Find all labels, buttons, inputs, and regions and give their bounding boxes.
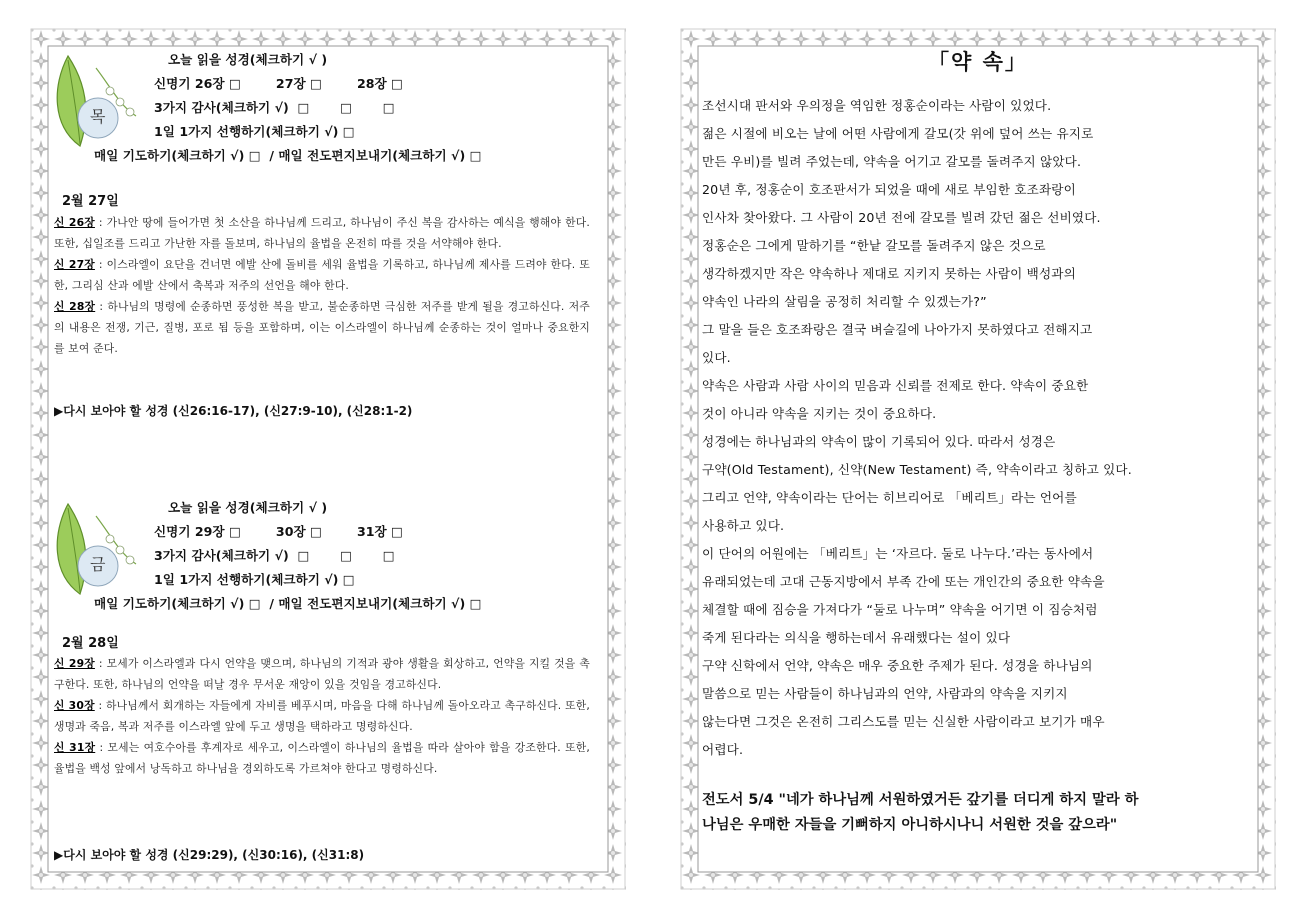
story-line: 인사차 찾아왔다. 그 사람이 20년 전에 갈모를 빌려 갔던 젊은 선비였다. bbox=[702, 210, 1101, 225]
story-line: 성경에는 하나님과의 약속이 많이 기록되어 있다. 따라서 성경은 bbox=[702, 434, 1056, 449]
story-line: 생각하겠지만 작은 약속하나 제대로 지키지 못하는 사람이 백성과의 bbox=[702, 266, 1076, 281]
reading-block bbox=[54, 653, 590, 779]
story-line: 말씀으로 믿는 사람들이 하나님과의 언약, 사람과의 약속을 지키지 bbox=[702, 686, 1068, 701]
header-line: 1일 1가지 선행하기(체크하기 √) □ bbox=[154, 124, 355, 139]
story-line: 체결할 때에 짐승을 가져다가 “둘로 나누며” 약속을 어기면 이 짐승처럼 bbox=[702, 602, 1098, 617]
day-header-thursday bbox=[50, 42, 610, 177]
header-line: 1일 1가지 선행하기(체크하기 √) □ bbox=[154, 572, 355, 587]
story-text bbox=[702, 92, 1257, 764]
reading-item bbox=[54, 695, 590, 737]
chapter-summary: : 하나님의 명령에 순종하면 풍성한 복을 받고, 불순종하면 극심한 저주를 받게 될을 경고하신다. 저주의 내용은 전쟁, 기근, 질병, 포로 됨 등을 포함하며, 이는 이스라엘이 하나님께 순종하는 것이 얼마나 중요한지를 보여 준다. bbox=[54, 300, 590, 355]
chapter-summary: : 이스라엘이 요단을 건너면 에발 산에 돌비를 세워 율법을 기록하고, 하나님께 제사를 드려야 한다. 또한, 그리심 산과 에발 산에서 축복과 저주의 선언을 해야 한다. bbox=[54, 258, 590, 292]
header-line: 오늘 읽을 성경(체크하기 √ ) bbox=[168, 52, 328, 67]
story-line: 사용하고 있다. bbox=[702, 518, 785, 533]
chapter-ref: 신 31장 bbox=[54, 741, 96, 754]
chapter-ref: 신 26장 bbox=[54, 216, 95, 229]
reading-date: 2월 27일 bbox=[62, 194, 119, 209]
reading-item bbox=[54, 254, 590, 296]
reading-item bbox=[54, 737, 590, 779]
story-line: 구약(Old Testament), 신약(New Testament) 즉, 약속이라고 칭하고 있다. bbox=[702, 462, 1132, 477]
chapter-summary: : 모세는 여호수아를 후계자로 세우고, 이스라엘이 하나님의 율법을 따라 살아야 함을 강조한다. 또한, 율법을 백성 앞에서 낭독하고 하나님을 경외하도록 가르쳐야 한다고 명령하신다. bbox=[54, 741, 590, 775]
chapter-summary: : 모세가 이스라엘과 다시 언약을 맺으며, 하나님의 기적과 광야 생활을 회상하고, 언약을 지킬 것을 촉구한다. 또한, 하나님의 언약을 떠날 경우 무서운 재앙이 있을 것임을 경고하신다. bbox=[54, 657, 590, 691]
chapter-ref: 신 30장 bbox=[54, 699, 95, 712]
story-line: 약속인 나라의 살림을 공정히 처리할 수 있겠는가?” bbox=[702, 294, 987, 309]
verse-line: 전도서 5/4 "네가 하나님께 서원하였거든 갚기를 더디게 하지 말라 하 bbox=[702, 792, 1139, 808]
header-line: 매일 기도하기(체크하기 √) □ / 매일 전도편지보내기(체크하기 √) □ bbox=[94, 148, 482, 163]
story-line: 않는다면 그것은 온전히 그리스도를 믿는 신실한 사람이라고 보기가 매우 bbox=[702, 714, 1105, 729]
story-line: 구약 신학에서 언약, 약속은 매우 중요한 주제가 된다. 성경을 하나님의 bbox=[702, 658, 1093, 673]
story-line: 것이 아니라 약속을 지키는 것이 중요하다. bbox=[702, 406, 937, 421]
story-line: 있다. bbox=[702, 350, 731, 365]
day-label: 목 bbox=[90, 107, 106, 126]
story-line: 20년 후, 정홍순이 호조판서가 되었을 때에 새로 부임한 호조좌랑이 bbox=[702, 182, 1076, 197]
chapter-ref: 신 29장 bbox=[54, 657, 95, 670]
header-line: 오늘 읽을 성경(체크하기 √ ) bbox=[168, 500, 328, 515]
reading-date: 2월 28일 bbox=[62, 636, 119, 651]
leaf-icon bbox=[50, 46, 142, 156]
header-line: 매일 기도하기(체크하기 √) □ / 매일 전도편지보내기(체크하기 √) □ bbox=[94, 596, 482, 611]
story-line: 약속은 사람과 사람 사이의 믿음과 신뢰를 전제로 한다. 약속이 중요한 bbox=[702, 378, 1089, 393]
header-line: 신명기 29장 □ 30장 □ 31장 □ bbox=[154, 524, 403, 539]
chapter-summary: : 하나님께서 회개하는 자들에게 자비를 베푸시며, 마음을 다해 하나님께 돌아오라고 촉구하신다. 또한, 생명과 죽음, 복과 저주를 이스라엘 앞에 두고 생명을 택하라고 명령하신다. bbox=[54, 699, 590, 733]
reading-item bbox=[54, 296, 590, 359]
story-line: 그리고 언약, 약속이라는 단어는 히브리어로 「베리트」라는 언어를 bbox=[702, 490, 1077, 505]
review-verses: ▶다시 보아야 할 성경 (신29:29), (신30:16), (신31:8) bbox=[54, 848, 365, 862]
story-line: 그 말을 들은 호조좌랑은 결국 벼슬길에 나아가지 못하였다고 전해지고 bbox=[702, 322, 1093, 337]
story-line: 조선시대 판서와 우의정을 역임한 정홍순이라는 사람이 있었다. bbox=[702, 98, 1052, 113]
reading-item bbox=[54, 653, 590, 695]
story-line: 이 단어의 어원에는 「베리트」는 ‘자르다. 둘로 나누다.’라는 동사에서 bbox=[702, 546, 1094, 561]
header-line: 3가지 감사(체크하기 √) □ □ □ bbox=[154, 548, 395, 563]
verse-line: 나님은 우매한 자들을 기뻐하지 아니하시나니 서원한 것을 갚으라" bbox=[702, 817, 1118, 833]
right-page bbox=[680, 28, 1276, 890]
story-line: 정홍순은 그에게 말하기를 “한낱 갈모를 돌려주지 않은 것으로 bbox=[702, 238, 1046, 253]
header-line: 3가지 감사(체크하기 √) □ □ □ bbox=[154, 100, 395, 115]
story-line: 젊은 시절에 비오는 날에 어떤 사람에게 갈모(갓 위에 덮어 쓰는 유지로 bbox=[702, 126, 1094, 141]
story-line: 유래되었는데 고대 근동지방에서 부족 간에 또는 개인간의 중요한 약속을 bbox=[702, 574, 1105, 589]
chapter-summary: : 가나안 땅에 들어가면 첫 소산을 하나님께 드리고, 하나님이 주신 복을 감사하는 예식을 행해야 한다. 또한, 십일조를 드리고 가난한 자를 돌보며, 하나님의 율법을 온전히 따를 것을 서약해야 한다. bbox=[54, 216, 590, 250]
day-header-friday bbox=[50, 490, 610, 625]
story-line: 죽게 된다라는 의식을 행하는데서 유래했다는 설이 있다 bbox=[702, 630, 1011, 645]
header-line: 신명기 26장 □ 27장 □ 28장 □ bbox=[154, 76, 403, 91]
chapter-ref: 신 27장 bbox=[54, 258, 95, 271]
day-label: 금 bbox=[90, 555, 106, 574]
reading-block bbox=[54, 212, 590, 359]
chapter-ref: 신 28장 bbox=[54, 300, 96, 313]
story-line: 만든 우비)를 빌려 주었는데, 약속을 어기고 갈모를 돌려주지 않았다. bbox=[702, 154, 1082, 169]
left-page bbox=[30, 28, 626, 890]
reading-item bbox=[54, 212, 590, 254]
page-title: 「약 속」 bbox=[928, 50, 1028, 74]
review-verses: ▶다시 보아야 할 성경 (신26:16-17), (신27:9-10), (신28:1-2) bbox=[54, 404, 413, 418]
verse-quote bbox=[702, 788, 1262, 838]
leaf-icon bbox=[50, 494, 142, 604]
story-line: 어렵다. bbox=[702, 742, 744, 757]
